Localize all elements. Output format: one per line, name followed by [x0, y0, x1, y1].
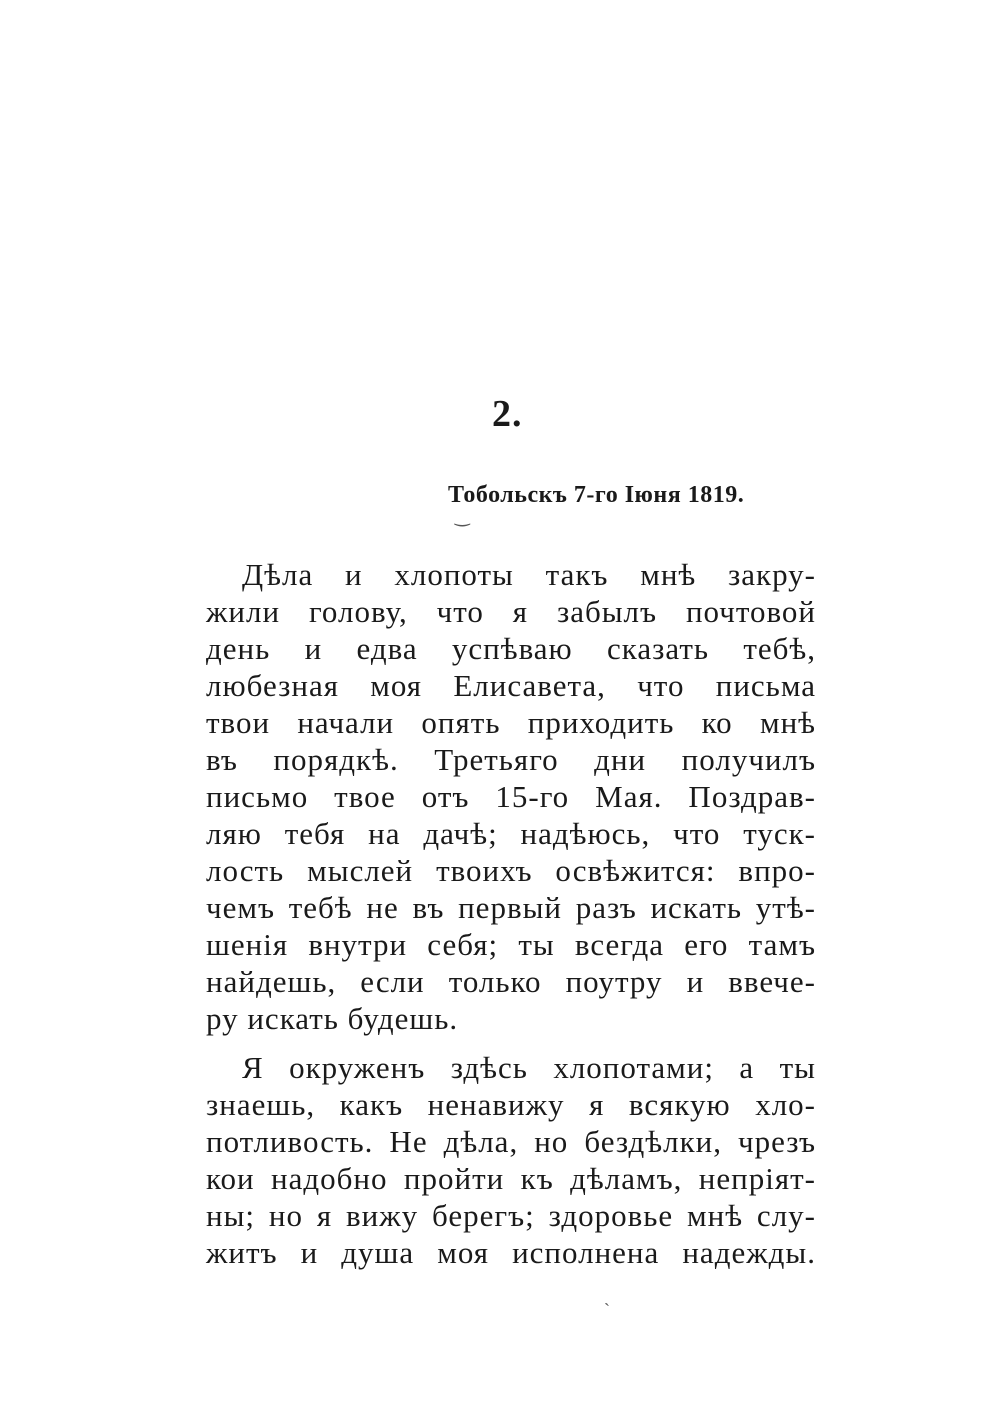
letter-dateline: Тобольскъ 7-го Іюня 1819.	[448, 482, 745, 508]
text-line: потливость. Не дѣла, но бездѣлки, чрезъ	[206, 1124, 816, 1159]
text-line: жили голову, что я забылъ почтовой	[206, 594, 816, 629]
paragraph-2	[206, 1049, 816, 1271]
text-line: житъ и душа моя исполнена надежды.	[206, 1235, 816, 1270]
paragraph-1	[206, 556, 816, 1037]
print-speck: `	[604, 1300, 610, 1320]
text-line: лость мыслей твоихъ освѣжится: впро-	[206, 853, 816, 888]
text-line: твои начали опять приходить ко мнѣ	[206, 705, 816, 740]
text-line: Я окруженъ здѣсь хлопотами; а ты	[242, 1050, 816, 1085]
text-line: любезная моя Елисавета, что письма	[206, 668, 816, 703]
letter-number: 2.	[492, 393, 523, 435]
text-line: шенія внутри себя; ты всегда его тамъ	[206, 927, 816, 962]
text-line: Дѣла и хлопоты такъ мнѣ закру-	[242, 557, 816, 592]
text-line: знаешь, какъ ненавижу я всякую хло-	[206, 1087, 816, 1122]
text-line: найдешь, если только поутру и ввече-	[206, 964, 816, 999]
text-line: ны; но я вижу берегъ; здоровье мнѣ слу-	[206, 1198, 816, 1233]
text-line: письмо твое отъ 15-го Мая. Поздрав-	[206, 779, 816, 814]
text-line: кои надобно пройти къ дѣламъ, непріят-	[206, 1161, 816, 1196]
text-line: чемъ тебѣ не въ первый разъ искать утѣ-	[206, 890, 816, 925]
text-line: ляю тебя на дачѣ; надѣюсь, что туск-	[206, 816, 816, 851]
text-line: день и едва успѣваю сказать тебѣ,	[206, 631, 816, 666]
text-line: ру искать будешь.	[206, 1001, 459, 1036]
text-line: въ порядкѣ. Третьяго дни получилъ	[206, 742, 816, 777]
print-speck: ‿	[455, 506, 470, 526]
